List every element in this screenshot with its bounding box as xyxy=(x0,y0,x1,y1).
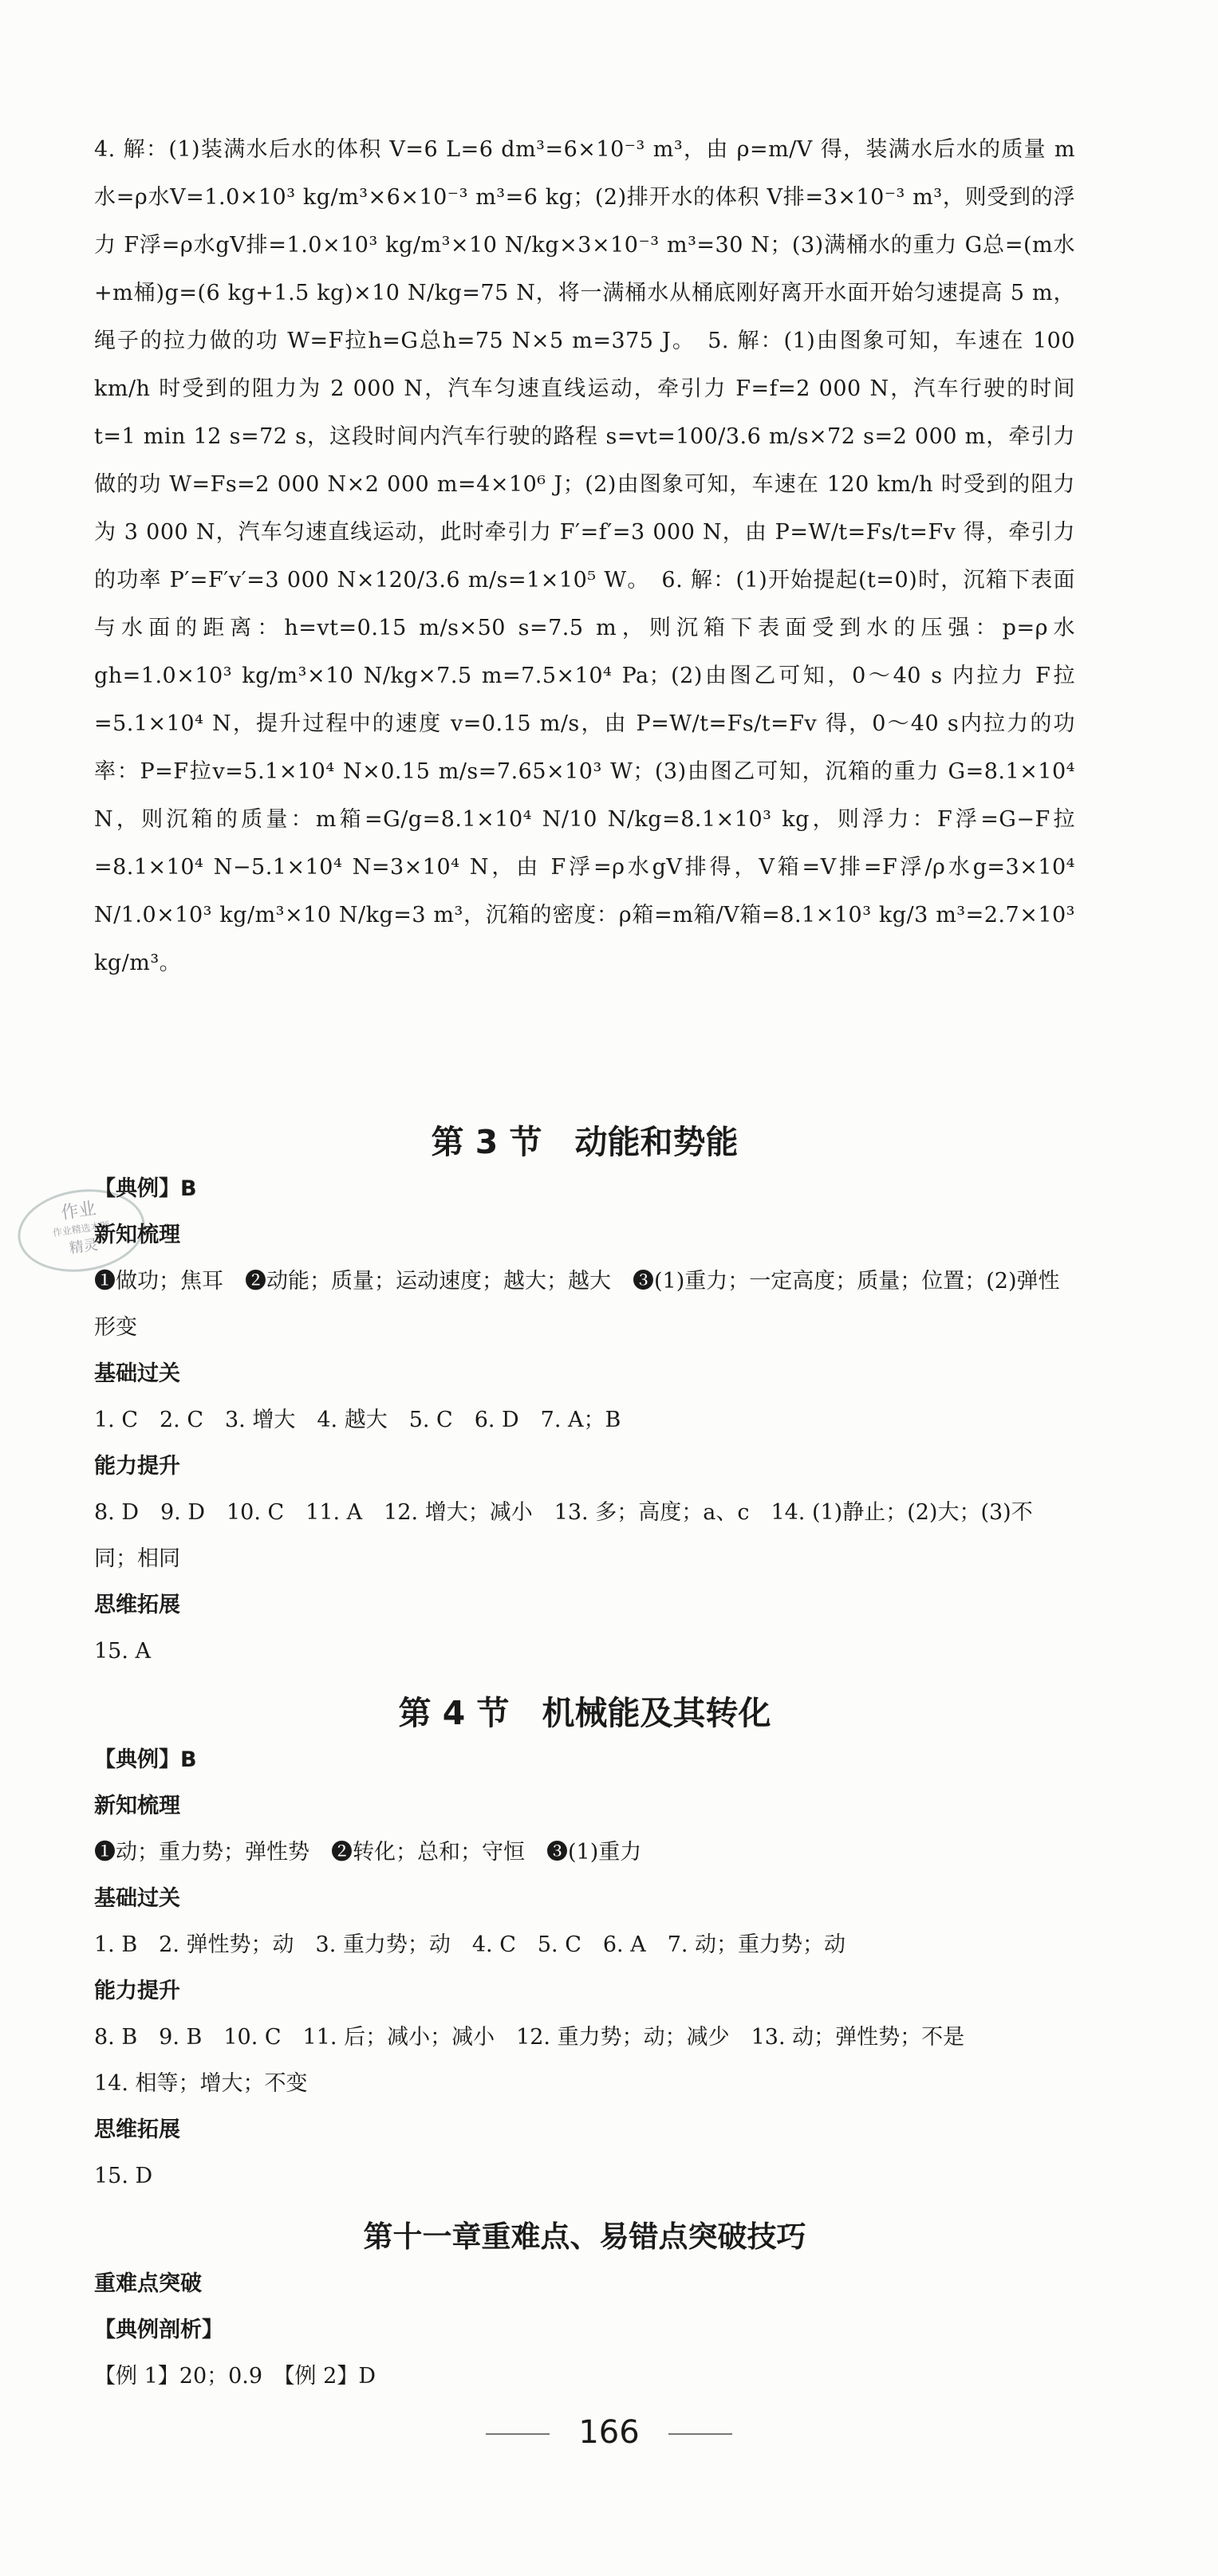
example-answer: 【典例】B xyxy=(94,1747,197,1772)
footer-dash-left xyxy=(486,2433,550,2435)
ability-answers: 8. D 9. D 10. C 11. A 12. 增大；减小 13. 多；高度；a、c 14. (1)静止；(2)大；(3)不同；相同 xyxy=(94,1500,1033,1571)
basic-heading: 基础过关 xyxy=(94,1886,180,1911)
ability-heading: 能力提升 xyxy=(94,1979,180,2003)
homework-stamp: 作业 作业精选本题 精灵 xyxy=(13,1181,151,1279)
basic-heading: 基础过关 xyxy=(94,1361,180,1386)
chapter-summary-title: 第十一章重难点、易错点突破技巧 xyxy=(363,2220,806,2254)
new-knowledge-heading: 新知梳理 xyxy=(94,1223,180,1247)
ability-answers-2: 14. 相等；增大；不变 xyxy=(94,2071,308,2096)
example-answer: 【典例】B xyxy=(94,1176,197,1201)
page-footer xyxy=(0,2409,1218,2456)
basic-answers: 1. C 2. C 3. 增大 4. 越大 5. C 6. D 7. A；B xyxy=(94,1408,621,1432)
new-knowledge-text: ❶动；重力势；弹性势 ❷转化；总和；守恒 ❸(1)重力 xyxy=(94,1840,642,1865)
basic-answers: 1. B 2. 弹性势；动 3. 重力势；动 4. C 5. C 6. A 7. 动；重力势；动 xyxy=(94,1932,846,1957)
solutions-block xyxy=(94,126,1075,987)
thinking-answers: 15. D xyxy=(94,2164,153,2188)
footer-dash-right xyxy=(668,2433,732,2435)
solutions-4-5-6: 4. 解：(1)装满水后水的体积 V=6 L=6 dm³=6×10⁻³ m³，由 ρ=m/V 得，装满水后水的质量 m水=ρ水V=1.0×10³ kg/m³×6×10⁻³ m³=6 kg；(2)排开水的体积 V排=3×10⁻³ m³，则受到的浮力 F浮=ρ水gV排=1.0×10³ kg/m³×10 N/kg×3×10⁻³ m³=30 N；(3)满桶水的重力 G总=(m水+m桶)g=(6 kg+1.5 kg)×10 N/kg=75 N，将一满桶水从桶底刚好离开水面开始匀速提高 5 m，绳子的拉力做的功 W=F拉h=G总h=75 N×5 m=375 J。 5. 解：(1)由图象可知，车速在 100 km/h 时受到的阻力为 2 000 N，汽车匀速直线运动，牵引力 F=f=2 000 N，汽车行驶的时间 t=1 min 12 s=72 s，这段时间内汽车行驶的路程 s=vt=100/3.6 m/s×72 s=2 000 m，牵引力做的功 W=Fs=2 000 N×2 000 m=4×10⁶ J；(2)由图象可知，车速在 120 km/h 时受到的阻力为 3 000 N，汽车匀速直线运动，此时牵引力 F′=f′=3 000 N，由 P=W/t=Fs/t=Fv 得，牵引力的功率 P′=F′v′=3 000 N×120/3.6 m/s=1×10⁵ W。 6. 解：(1)开始提起(t=0)时，沉箱下表面与水面的距离：h=vt=0.15 m/s×50 s=7.5 m，则沉箱下表面受到水的压强：p=ρ水gh=1.0×10³ kg/m³×10 N/kg×7.5 m=7.5×10⁴ Pa；(2)由图乙可知，0～40 s 内拉力 F拉=5.1×10⁴ N，提升过程中的速度 v=0.15 m/s，由 P=W/t=Fs/t=Fv 得，0～40 s内拉力的功率：P=F拉v=5.1×10⁴ N×0.15 m/s=7.65×10³ W；(3)由图乙可知，沉箱的重力 G=8.1×10⁴ N，则沉箱的质量：m箱=G/g=8.1×10⁴ N/10 N/kg=8.1×10³ kg，则浮力：F浮=G−F拉=8.1×10⁴ N−5.1×10⁴ N=3×10⁴ N，由 F浮=ρ水gV排得，V箱=V排=F浮/ρ水g=3×10⁴ N/1.0×10³ kg/m³×10 N/kg=3 m³，沉箱的密度：ρ箱=m箱/V箱=8.1×10³ kg/3 m³=2.7×10³ kg/m³。 xyxy=(94,137,1075,975)
section-4 xyxy=(94,1689,1075,2200)
section-5 xyxy=(94,2213,1075,2400)
ability-answers: 8. B 9. B 10. C 11. 后；减小；减小 12. 重力势；动；减少 13. 动；弹性势；不是 xyxy=(94,2025,965,2050)
thinking-answers: 15. A xyxy=(94,1639,152,1664)
section-4-title: 第 4 节 机械能及其转化 xyxy=(398,1694,771,1732)
example-analysis-heading: 【典例剖析】 xyxy=(94,2318,223,2342)
example-analysis-text: 【例 1】20；0.9 【例 2】D xyxy=(94,2364,376,2389)
new-knowledge-text: ❶做功；焦耳 ❷动能；质量；运动速度；越大；越大 ❸(1)重力；一定高度；质量；位置；(2)弹性形变 xyxy=(94,1269,1060,1340)
section-3 xyxy=(94,1118,1075,1675)
ability-heading: 能力提升 xyxy=(94,1454,180,1479)
key-points-heading: 重难点突破 xyxy=(94,2271,202,2296)
page-number: 166 xyxy=(578,2414,640,2451)
thinking-heading: 思维拓展 xyxy=(94,2117,180,2142)
section-3-title: 第 3 节 动能和势能 xyxy=(431,1123,739,1161)
thinking-heading: 思维拓展 xyxy=(94,1593,180,1617)
new-knowledge-heading: 新知梳理 xyxy=(94,1794,180,1818)
